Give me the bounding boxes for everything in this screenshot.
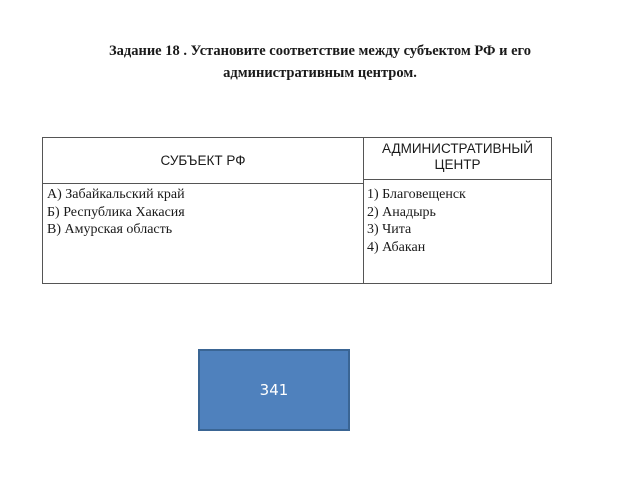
task-title: [60, 40, 580, 84]
left-header-divider: [43, 183, 363, 184]
subject-item-a: А) Забайкальский край: [47, 187, 185, 202]
subject-item-b: Б) Республика Хакасия: [47, 204, 185, 220]
subject-item-v: В) Амурская область: [47, 222, 173, 237]
answer-value: 341: [259, 381, 289, 399]
center-item-4: 4) Абакан: [367, 239, 426, 255]
center-item-1: 1) Благовещенск: [367, 187, 466, 202]
center-item-3: 3) Чита: [367, 222, 412, 237]
matching-table: [42, 137, 552, 284]
subjects-list: [47, 186, 185, 239]
answer-box[interactable]: [198, 349, 350, 431]
centers-header-line-1: АДМИНИСТРАТИВНЫЙ: [382, 141, 533, 156]
subjects-header: СУБЪЕКТ РФ: [160, 153, 246, 168]
task-title-line-2: административным центром.: [223, 65, 417, 81]
centers-header-line-2: ЦЕНТР: [434, 157, 481, 172]
task-title-line-1: Задание 18 . Установите соответствие между субъектом РФ и его: [108, 43, 531, 59]
right-header-divider: [363, 179, 551, 180]
centers-list: [367, 186, 466, 256]
center-item-2: 2) Анадырь: [367, 204, 436, 220]
centers-header: [364, 141, 551, 173]
